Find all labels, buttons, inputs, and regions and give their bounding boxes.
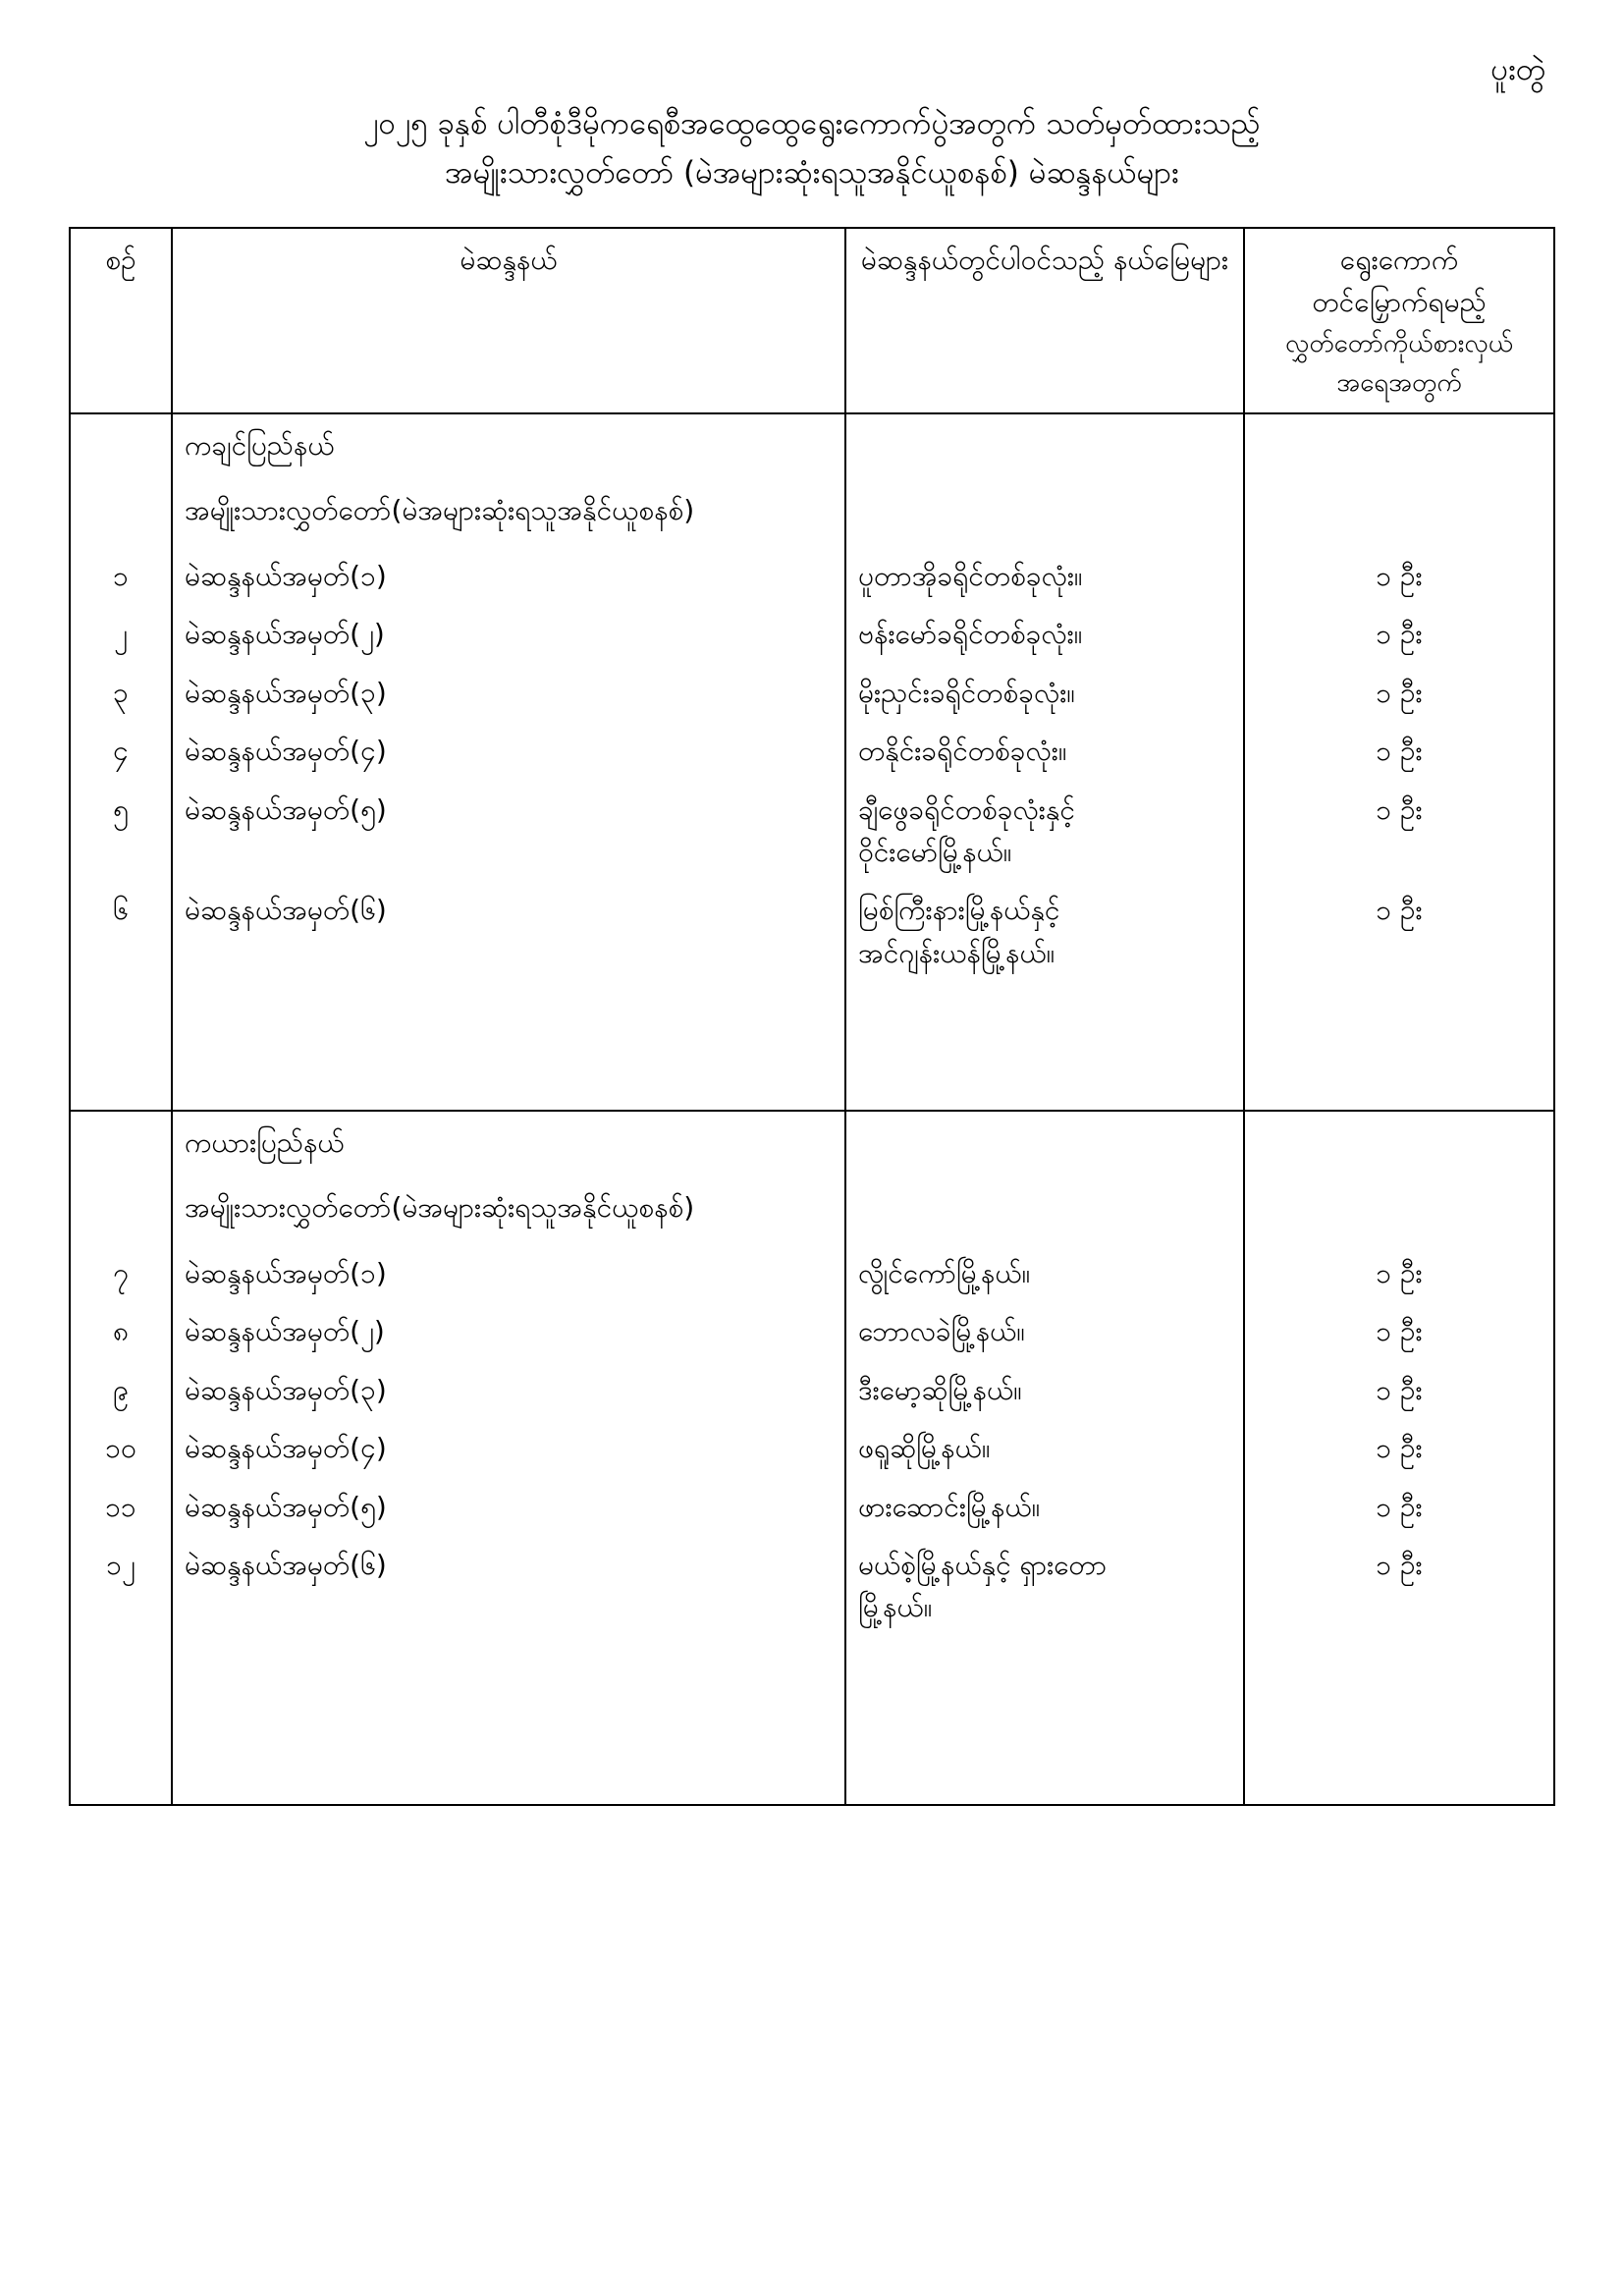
table-row [70, 722, 1554, 780]
row-area-line: ဗန်းမော်ခရိုင်တစ်ခုလုံး။ [858, 618, 1083, 651]
title-line-2: အမျိုးသားလွှတ်တော် (မဲအများဆုံးရသူအနိုင်ယူစနစ်) မဲဆန္ဒနယ်များ [445, 154, 1179, 191]
row-area-line: ဘောလခဲမြို့နယ်။ [858, 1315, 1025, 1348]
section-state-subtitle: အမျိုးသားလွှတ်တော်(မဲအများဆုံးရသူအနိုင်ယူစနစ်) [185, 493, 695, 526]
section-no-cell [70, 413, 172, 541]
row-area-line: တနိုင်းခရိုင်တစ်ခုလုံး။ [858, 735, 1067, 768]
row-seat-count: ၁ ဦး [1244, 722, 1554, 780]
row-constituency-name: မဲဆန္ဒနယ်အမှတ်(၃) [172, 664, 845, 722]
spacer-cell [70, 982, 172, 1111]
row-area-line: လွိုင်ကော်မြို့နယ်။ [858, 1257, 1031, 1289]
spacer-cell [172, 982, 845, 1111]
row-area-line: ဖရူဆိုမြို့နယ်။ [858, 1432, 991, 1465]
column-header-constituency: မဲဆန္ဒနယ် [172, 228, 845, 413]
row-no: ၁၀ [70, 1419, 172, 1477]
row-no: ၅ [70, 781, 172, 882]
table-row [70, 1238, 1554, 1302]
row-constituency-name: မဲဆန္ဒနယ်အမှတ်(၅) [172, 1478, 845, 1536]
constituency-table [69, 227, 1555, 1806]
section-spacer-row [70, 982, 1554, 1111]
spacer-cell [845, 1637, 1244, 1805]
page-title [233, 99, 1391, 197]
row-areas [845, 1238, 1244, 1302]
row-constituency-name: မဲဆန္ဒနယ်အမှတ်(၁) [172, 541, 845, 605]
row-constituency-name: မဲဆန္ဒနယ်အမှတ်(၅) [172, 781, 845, 882]
table-row [70, 1361, 1554, 1419]
row-area-line: မိုးညှင်းခရိုင်တစ်ခုလုံး။ [858, 676, 1075, 709]
section-header-row [70, 1111, 1554, 1238]
row-no: ၆ [70, 881, 172, 982]
row-no: ၁၁ [70, 1478, 172, 1536]
section-state-title: ကချင်ပြည်နယ် [185, 429, 335, 463]
row-areas [845, 1361, 1244, 1419]
row-areas [845, 1419, 1244, 1477]
section-state-title: ကယားပြည်နယ် [185, 1126, 345, 1160]
section-state-subtitle: အမျိုးသားလွှတ်တော်(မဲအများဆုံးရသူအနိုင်ယူစနစ်) [185, 1190, 695, 1224]
column-header-seats [1244, 228, 1554, 413]
table-row [70, 781, 1554, 882]
table-row [70, 1536, 1554, 1637]
row-seat-count: ၁ ဦး [1244, 1302, 1554, 1360]
column-header-seats-line1: ရွေးကောက် [1339, 243, 1459, 276]
section-no-cell [70, 1111, 172, 1238]
row-area-line: ချီဖွေခရိုင်တစ်ခုလုံးနှင့် [858, 793, 1075, 826]
table-header-row [70, 228, 1554, 413]
column-header-no: စဉ် [70, 228, 172, 413]
row-constituency-name: မဲဆန္ဒနယ်အမှတ်(၆) [172, 881, 845, 982]
row-seat-count: ၁ ဦး [1244, 541, 1554, 605]
table-row [70, 881, 1554, 982]
spacer-cell [172, 1637, 845, 1805]
row-no: ၉ [70, 1361, 172, 1419]
row-area-line: ဖားဆောင်းမြို့နယ်။ [858, 1490, 1041, 1523]
row-seat-count: ၁ ဦး [1244, 664, 1554, 722]
row-constituency-name: မဲဆန္ဒနယ်အမှတ်(၃) [172, 1361, 845, 1419]
row-seat-count: ၁ ဦး [1244, 1238, 1554, 1302]
row-no: ၁ [70, 541, 172, 605]
spacer-cell [1244, 1637, 1554, 1805]
row-areas [845, 1478, 1244, 1536]
row-seat-count: ၁ ဦး [1244, 1536, 1554, 1637]
row-areas [845, 605, 1244, 663]
column-header-seats-line4: အရေအတွက် [1336, 368, 1462, 399]
row-area-line: မြစ်ကြီးနားမြို့နယ်နှင့် [858, 894, 1060, 927]
row-no: ၃ [70, 664, 172, 722]
column-header-seats-line3: လွှတ်တော်ကိုယ်စားလှယ် [1284, 328, 1514, 358]
column-header-seats-line2: တင်မြှောက်ရမည့် [1312, 286, 1487, 319]
row-constituency-name: မဲဆန္ဒနယ်အမှတ်(၂) [172, 1302, 845, 1360]
section-area-cell [845, 1111, 1244, 1238]
row-area-line: မယ်စဲ့မြို့နယ်နှင့် ရှားတော [858, 1548, 1108, 1581]
row-no: ၄ [70, 722, 172, 780]
column-header-areas: မဲဆန္ဒနယ်တွင်ပါဝင်သည့် နယ်မြေများ [845, 228, 1244, 413]
section-spacer-row [70, 1637, 1554, 1805]
row-areas [845, 1302, 1244, 1360]
table-row [70, 1419, 1554, 1477]
section-count-cell [1244, 413, 1554, 541]
row-constituency-name: မဲဆန္ဒနယ်အမှတ်(၁) [172, 1238, 845, 1302]
table-row [70, 1478, 1554, 1536]
table-row [70, 664, 1554, 722]
row-seat-count: ၁ ဦး [1244, 605, 1554, 663]
row-no: ၂ [70, 605, 172, 663]
row-constituency-name: မဲဆန္ဒနယ်အမှတ်(၆) [172, 1536, 845, 1637]
row-area-line: ဝိုင်းမော်မြို့နယ်။ [858, 836, 1012, 869]
row-seat-count: ၁ ဦး [1244, 881, 1554, 982]
row-no: ၈ [70, 1302, 172, 1360]
row-area-line: ပူတာအိုခရိုင်တစ်ခုလုံး။ [858, 560, 1083, 593]
table-body [70, 413, 1554, 1804]
title-line-1: ၂၀၂၅ ခုနှစ် ပါတီစုံဒီမိုကရေစီအထွေထွေရွေးကောက်ပွဲအတွက် သတ်မှတ်ထားသည့် [363, 105, 1261, 141]
annex-label: ပူးတွဲ [1490, 52, 1545, 87]
row-areas [845, 881, 1244, 982]
row-area-line: အင်ဂျန်းယန်မြို့နယ်။ [858, 936, 1056, 969]
row-seat-count: ၁ ဦး [1244, 781, 1554, 882]
row-seat-count: ၁ ဦး [1244, 1478, 1554, 1536]
section-count-cell [1244, 1111, 1554, 1238]
spacer-cell [70, 1637, 172, 1805]
row-constituency-name: မဲဆန္ဒနယ်အမှတ်(၄) [172, 1419, 845, 1477]
section-area-cell [845, 413, 1244, 541]
row-seat-count: ၁ ဦး [1244, 1419, 1554, 1477]
table-row [70, 541, 1554, 605]
row-seat-count: ၁ ဦး [1244, 1361, 1554, 1419]
table-row [70, 605, 1554, 663]
row-areas [845, 1536, 1244, 1637]
section-title-cell [172, 1111, 845, 1238]
table-row [70, 1302, 1554, 1360]
row-constituency-name: မဲဆန္ဒနယ်အမှတ်(၂) [172, 605, 845, 663]
row-area-line: ဒီးမော့ဆိုမြို့နယ်။ [858, 1373, 1022, 1406]
row-no: ၇ [70, 1238, 172, 1302]
row-constituency-name: မဲဆန္ဒနယ်အမှတ်(၄) [172, 722, 845, 780]
spacer-cell [1244, 982, 1554, 1111]
row-no: ၁၂ [70, 1536, 172, 1637]
row-area-line: မြို့နယ်။ [858, 1591, 933, 1624]
row-areas [845, 541, 1244, 605]
row-areas [845, 722, 1244, 780]
row-areas [845, 664, 1244, 722]
section-title-cell [172, 413, 845, 541]
table-header [70, 228, 1554, 413]
row-areas [845, 781, 1244, 882]
spacer-cell [845, 982, 1244, 1111]
section-header-row [70, 413, 1554, 541]
